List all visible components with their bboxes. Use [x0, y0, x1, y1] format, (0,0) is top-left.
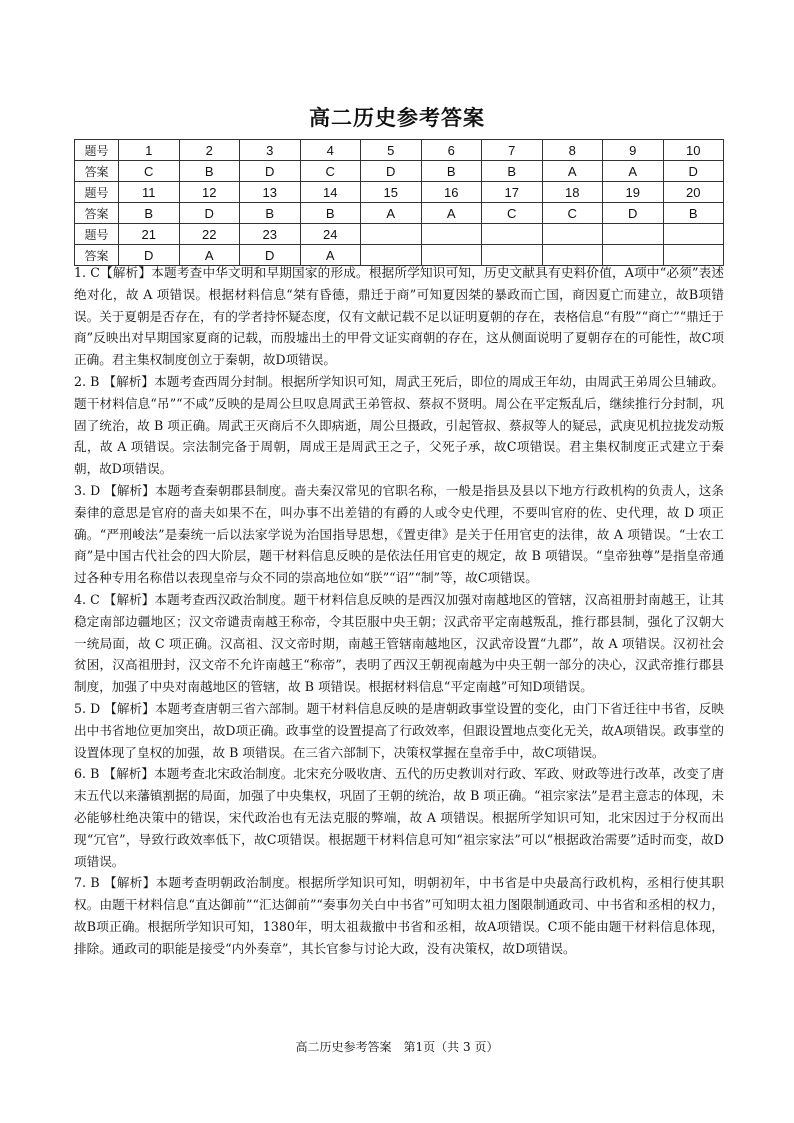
- table-cell: C: [542, 203, 603, 224]
- table-row: [75, 203, 724, 224]
- table-cell: A: [542, 161, 603, 182]
- table-cell: 6: [421, 140, 482, 161]
- answer-table: [74, 139, 724, 266]
- table-cell: 18: [542, 182, 603, 203]
- table-cell: 5: [361, 140, 422, 161]
- table-cell: 12: [179, 182, 240, 203]
- table-cell: 13: [240, 182, 301, 203]
- table-cell: D: [119, 245, 180, 266]
- row-header-cell: 答案: [75, 245, 119, 266]
- table-cell: B: [240, 203, 301, 224]
- table-cell: A: [421, 203, 482, 224]
- table-cell: C: [300, 161, 361, 182]
- table-cell: C: [119, 161, 180, 182]
- explanation-2: 2. B 【解析】本题考查西周分封制。根据所学知识可知，周武王死后，即位的周成王年幼，由周武王弟周公旦辅政。题干材料信息“吊”“不咸”反映的是周公旦叹息周武王弟管叔、蔡叔不贤明。周公在平定叛乱后，继续推行分封制，巩固了统治，故 B 项正确。周武王灭商后不久即病逝，周公旦摄政，引起管叔、蔡叔等人的疑忌，武庚见机拉拢发动叛乱，故 A 项错误。宗法制完备于周朝，周成王是周武王之子，父死子承，故C项错误。君主集权制度正式建立于秦朝，故D项错误。: [74, 373, 724, 477]
- table-cell: B: [482, 161, 543, 182]
- table-cell: D: [240, 161, 301, 182]
- table-cell: [421, 224, 482, 245]
- table-cell: 1: [119, 140, 180, 161]
- table-cell: A: [179, 245, 240, 266]
- explanation-4: 4. C 【解析】本题考查西汉政治制度。题干材料信息反映的是西汉加强对南越地区的管辖，汉高祖册封南越王，让其稳定南部边疆地区；汉文帝谴责南越王称帝，令其臣服中央王朝；汉武帝平定南越叛乱，推行郡县制，强化了汉朝大一统局面，故 C 项正确。汉高祖、汉文帝时期，南越王管辖南越地区，汉武帝设置“九郡”，故 A 项错误。汉初社会贫困，汉高祖册封，汉文帝不允许南越王“称帝”，表明了西汉王朝视南越为中央王朝一部分的决心，汉武帝推行郡县制度，加强了中央对南越地区的管辖，故 B 项错误。根据材料信息“平定南越”可知D项错误。: [74, 591, 724, 695]
- row-header-cell: 题号: [75, 140, 119, 161]
- row-header-cell: 题号: [75, 182, 119, 203]
- table-cell: D: [603, 203, 664, 224]
- explanations: [74, 262, 724, 960]
- explanation-3: 3. D 【解析】本题考查秦朝郡县制度。啬夫秦汉常见的官职名称，一般是指县及县以下地方行政机构的负责人，这条秦律的意思是官府的啬夫如果不在，叫办事不出差错的有爵的人或令史代理，不要叫官府的佐、史代理，故 D 项正确。“严刑峻法”是秦统一后以法家学说为治国指导思想，《置吏律》是关于任用官吏的法律，故 A 项错误。“士农工商”是中国古代社会的四大阶层，题干材料信息反映的是依法任用官吏的规定，故 B 项错误。“皇帝独尊”是指皇帝通过各种专用名称借以表现皇帝与众不同的崇高地位如“朕”“诏”“制”等，故C项错误。: [74, 482, 724, 586]
- table-cell: 7: [482, 140, 543, 161]
- table-cell: 20: [663, 182, 724, 203]
- table-cell: 24: [300, 224, 361, 245]
- table-row: [75, 161, 724, 182]
- row-header-cell: 答案: [75, 203, 119, 224]
- page-title: 高二历史参考答案: [309, 106, 485, 130]
- table-cell: C: [482, 203, 543, 224]
- table-cell: [361, 224, 422, 245]
- row-header-cell: 答案: [75, 161, 119, 182]
- table-cell: D: [663, 161, 724, 182]
- table-cell: [663, 224, 724, 245]
- table-cell: 19: [603, 182, 664, 203]
- table-cell: B: [663, 203, 724, 224]
- table-cell: A: [361, 203, 422, 224]
- table-cell: B: [119, 203, 180, 224]
- table-cell: [603, 224, 664, 245]
- table-row: [75, 224, 724, 245]
- table-cell: 22: [179, 224, 240, 245]
- table-cell: 16: [421, 182, 482, 203]
- table-cell: D: [361, 161, 422, 182]
- table-cell: B: [421, 161, 482, 182]
- explanation-6: 6. B 【解析】本题考查北宋政治制度。北宋充分吸收唐、五代的历史教训对行政、军政、财政等进行改革，改变了唐末五代以来藩镇割据的局面，加强了中央集权，巩固了王朝的统治，故 B 项正确。“祖宗家法”是君主意志的体现，未必能够杜绝决策中的错误，宋代政治也有无法克服的弊端，故 A 项错误。根据所学知识可知，北宋因过于分权而出现“冗官”，导致行政效率低下，故C项错误。根据题干材料信息可知“祖宗家法”可以“根据政治需要”适时而变，故D项错误。: [74, 766, 724, 869]
- table-cell: 3: [240, 140, 301, 161]
- table-cell: B: [179, 161, 240, 182]
- table-cell: 10: [663, 140, 724, 161]
- table-cell: 11: [119, 182, 180, 203]
- table-cell: A: [300, 245, 361, 266]
- row-header-cell: 题号: [75, 224, 119, 245]
- table-cell: 4: [300, 140, 361, 161]
- table-cell: [482, 224, 543, 245]
- explanation-5: 5. D 【解析】本题考查唐朝三省六部制。题干材料信息反映的是唐朝政事堂设置的变化，由门下省迁往中书省，反映出中书省地位更加突出，故D项正确。政事堂的设置提高了行政效率，但跟设置地点变化无关，故A项错误。政事堂的设置体现了皇权的加强，故 B 项错误。在三省六部制下，决策权掌握在皇帝手中，故C项错误。: [74, 700, 724, 760]
- table-cell: 2: [179, 140, 240, 161]
- table-cell: 9: [603, 140, 664, 161]
- table-cell: B: [300, 203, 361, 224]
- table-cell: 14: [300, 182, 361, 203]
- table-cell: 21: [119, 224, 180, 245]
- table-row: [75, 182, 724, 203]
- table-cell: 17: [482, 182, 543, 203]
- table-cell: D: [179, 203, 240, 224]
- table-cell: 23: [240, 224, 301, 245]
- table-cell: 8: [542, 140, 603, 161]
- table-cell: D: [240, 245, 301, 266]
- explanation-7: 7. B 【解析】本题考查明朝政治制度。根据所学知识可知，明朝初年，中书省是中央最高行政机构，丞相行使其职权。由题干材料信息“直达御前”“汇达御前”“奏事勿关白中书省”可知明太祖力图限制通政司、中书省和丞相的权力，故B项正确。根据所学知识可知，1380年，明太祖裁撤中书省和丞相，故A项错误。C项不能由题干材料信息体现，排除。通政司的职能是接受“内外奏章”，其长官参与讨论大政，没有决策权，故D项错误。: [74, 875, 724, 956]
- table-cell: A: [603, 161, 664, 182]
- table-cell: 15: [361, 182, 422, 203]
- page-footer: 高二历史参考答案 第1页（共 3 页）: [295, 1040, 499, 1054]
- explanation-1: 1. C【解析】本题考查中华文明和早期国家的形成。根据所学知识可知，历史文献具有史料价值，A项中“必须”表述绝对化，故 A 项错误。根据材料信息“桀有昏德，鼎迁于商”可知夏因桀的暴政而亡国，商因夏亡而建立，故B项错误。关于夏朝是否存在，有的学者持怀疑态度，仅有文献记载不足以证明夏朝的存在，表格信息“有殷”“商亡”“鼎迁于商”反映出对早期国家夏商的记载，而殷墟出土的甲骨文证实商朝的存在，这从侧面说明了夏朝存在的可能性，故C项正确。君主集权制度创立于秦朝，故D项错误。: [74, 265, 724, 368]
- table-cell: [542, 224, 603, 245]
- table-row: [75, 140, 724, 161]
